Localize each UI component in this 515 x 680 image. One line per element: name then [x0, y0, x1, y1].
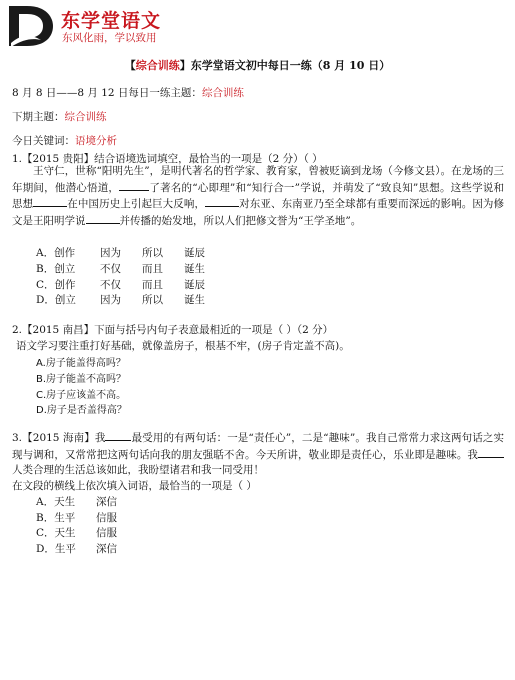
q1-passage — [12, 164, 504, 229]
q1-text-4: 对东亚、东南亚乃至全球都有重要而深远的影响。因为修文是王阳明学说 — [12, 198, 505, 227]
q3-blank-2 — [478, 447, 504, 458]
q1-option-d: D．创立 因为 所以 诞生 — [36, 294, 205, 306]
q1-stem: 1.【2015 贵阳】结合语境选词填空，最恰当的一项是（2 分）（ ） — [12, 153, 323, 165]
brand-name: 东学堂语文 — [61, 10, 162, 32]
dongxuetang-logo — [7, 4, 55, 48]
q1-option-c: C．创作 不仅 而且 诞辰 — [36, 279, 205, 291]
q3-text-1: 3.【2015 海南】我 — [12, 432, 106, 444]
q3-blank-1 — [105, 430, 131, 441]
q1-text-1: 王守仁，世称“阳明先生”，是明代著名的哲学家、教育家，曾被贬谪到龙场（今修文县）。在龙场的三年期间，他潜心悟道， — [12, 165, 504, 194]
keyword-line — [12, 133, 117, 148]
q1-blank-2 — [33, 196, 67, 207]
q1-blank-3 — [205, 196, 239, 207]
q1-blank-4 — [86, 213, 120, 224]
q2-text: 语文学习要注重打好基础，就像盖房子，根基不牢，(房子肯定盖不高)。 — [16, 340, 350, 352]
q1-text-3: 在中国历史上引起巨大反响， — [67, 198, 206, 211]
q1-blank-1 — [119, 180, 149, 191]
q3-text-3: 人类合理的生活总该如此，我盼望诸君和我一同受用！ — [12, 464, 264, 477]
title-prefix: 【 — [124, 59, 136, 72]
q2-option-a: A.房子能盖得高吗？ — [36, 358, 126, 369]
q2-option-c: C.房子应该盖不高。 — [36, 390, 127, 401]
brand-slogan: 东风化雨，学以致用 — [62, 32, 157, 44]
q3-option-a: A．天生 深信 — [36, 496, 117, 508]
q3-option-b: B．生平 信服 — [36, 512, 117, 524]
q1-option-a: A．创作 因为 所以 诞辰 — [36, 247, 205, 259]
dates-theme: 综合训练 — [201, 87, 244, 99]
keyword-label: 今日关键词： — [12, 135, 75, 147]
keyword-value: 语境分析 — [75, 135, 117, 147]
title-suffix: 】东学堂语文初中每日一练（8 月 10 日） — [179, 59, 391, 72]
q3-text-2: 最受用的有两句话：一是“责任心”，二是“趣味”。我自己常常力求这两句话之实现与调和，又常常把这两句话向我的朋友强聒不舍。今天所讲，敬业即是责任心，乐业即是趣味。我 — [12, 432, 504, 461]
q1-text-5: 并传播的始发地，所以人们把修文誉为“王学圣地”。 — [119, 214, 362, 227]
dates-line — [12, 85, 244, 100]
next-theme-value: 综合训练 — [64, 111, 107, 123]
page-title — [0, 57, 515, 73]
q3-passage — [12, 430, 504, 479]
title-tag: 综合训练 — [135, 59, 180, 72]
q3-stem: 在文段的横线上依次填入词语，最恰当的一项是（ ） — [12, 480, 257, 492]
q3-option-c: C．天生 信服 — [36, 527, 117, 539]
next-theme-line — [12, 109, 107, 124]
q3-option-d: D．生平 深信 — [36, 543, 117, 555]
dates-label: 8 月 8 日——8 月 12 日每日一练主题： — [12, 87, 202, 99]
next-theme-label: 下期主题： — [12, 111, 65, 123]
q1-text-2: 了著名的“心即理”和“知行合一”学说，并萌发了“致良知”思想。这些学说和思想 — [12, 181, 505, 211]
q2-stem: 2.【2015 南昌】下面与括号内句子表意最相近的一项是（ ）（2 分） — [12, 324, 334, 336]
q2-option-b: B.房子能盖不高吗？ — [36, 374, 127, 385]
q1-option-b: B．创立 不仅 而且 诞生 — [36, 263, 205, 275]
q2-option-d: D.房子是否盖得高？ — [36, 405, 127, 416]
